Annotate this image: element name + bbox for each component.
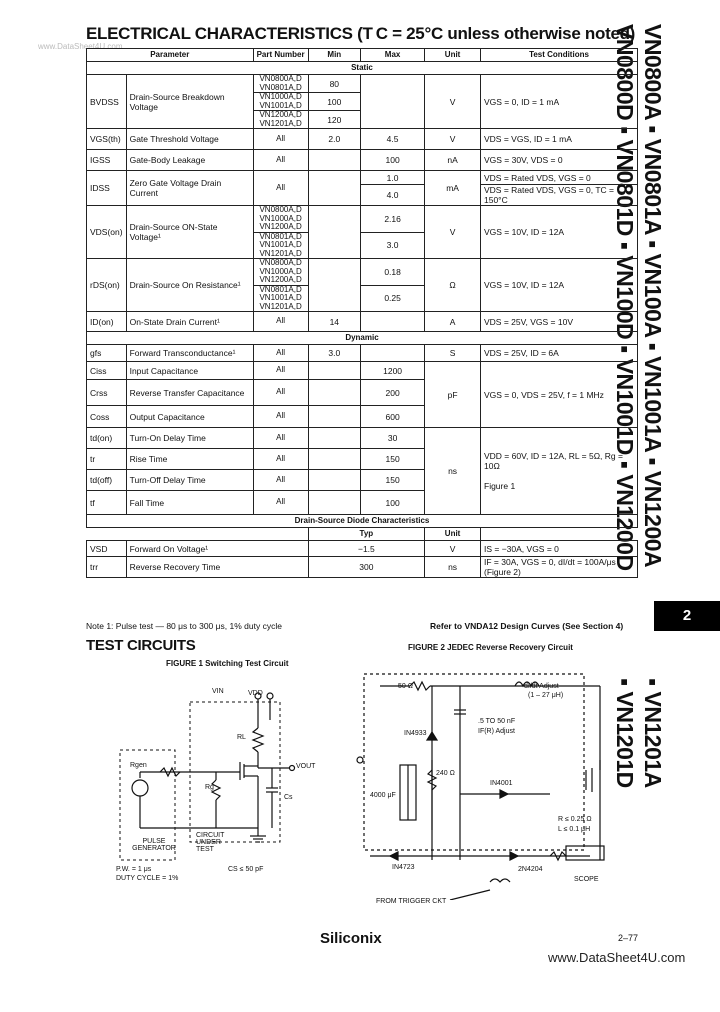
cell-sym: tr: [87, 449, 127, 470]
cell-tc: VDS = 25V, ID = 6A: [481, 345, 638, 362]
d2-label: IN4001: [490, 780, 513, 787]
table-row: [87, 428, 638, 449]
figure1-title: FIGURE 1 Switching Test Circuit: [166, 659, 289, 668]
cell-pn: VN0800A,D VN1000A,D VN1200A,D: [253, 259, 308, 286]
cell-max: 4.5: [361, 129, 425, 150]
cell-pn: VN1200A,D VN1201A,D: [253, 111, 308, 129]
cell-unit: Ω: [425, 259, 481, 312]
watermark: www.DataSheet4U.com: [38, 42, 123, 51]
cell-sym: Coss: [87, 406, 127, 428]
header-unit: Unit: [425, 49, 481, 62]
cell-pn: All: [253, 362, 308, 380]
cell-unit: V: [425, 75, 481, 129]
scr-label: 2N4204: [518, 866, 543, 873]
pulse-width: P.W. = 1 μs: [116, 866, 152, 873]
cell-param: Gate Threshold Voltage: [126, 129, 253, 150]
cell-tc: VDS = VGS, ID = 1 mA: [481, 129, 638, 150]
cell-tc: IS = −30A, VGS = 0: [481, 541, 638, 557]
cell-max: 3.0: [361, 232, 425, 259]
cell-sym: BVDSS: [87, 75, 127, 129]
cell-typ: −1.5: [308, 541, 425, 557]
cell-tc: VGS = 10V, ID = 12A: [481, 206, 638, 259]
cell-param: Drain-Source Breakdown Voltage: [126, 75, 253, 129]
cell-max: 100: [361, 491, 425, 515]
cell-pn: All: [253, 150, 308, 171]
cell-sym: ID(on): [87, 312, 127, 332]
section-diode: Drain-Source Diode Characteristics: [87, 515, 638, 528]
cell-unit-header: Unit: [425, 528, 481, 541]
table-header-row: [87, 49, 638, 62]
cell-max: 100: [361, 150, 425, 171]
l-shunt: L ≤ 0.1 μH: [558, 826, 591, 833]
table-row: [87, 557, 638, 578]
cell-unit: S: [425, 345, 481, 362]
design-curves-note: Refer to VNDA12 Design Curves (See Section 4): [430, 621, 624, 631]
cell-min: [308, 171, 360, 206]
cell-tc: VGS = 10V, ID = 12A: [481, 259, 638, 312]
cell-max: 0.25: [361, 285, 425, 312]
cell-pn: All: [253, 470, 308, 491]
cell-pn: VN1000A,D VN1001A,D: [253, 93, 308, 111]
footnote: Note 1: Pulse test — 80 μs to 300 μs, 1% duty cycle: [86, 621, 282, 631]
cell-param: Drain-Source On Resistance¹: [126, 259, 253, 312]
cell-pn: All: [253, 491, 308, 515]
cell-min: [308, 206, 360, 259]
table-row: [87, 541, 638, 557]
vin-label: VIN: [212, 688, 224, 695]
cell-max: 1.0: [361, 171, 425, 185]
cell-min: [308, 150, 360, 171]
cell-pn: All: [253, 312, 308, 332]
didt-range: (1 – 27 μH): [528, 692, 564, 699]
cell-pn: All: [253, 171, 308, 206]
cell-unit: mA: [425, 171, 481, 206]
header-part-number: Part Number: [253, 49, 308, 62]
table-row: [87, 206, 638, 233]
d3-label: IN4723: [392, 864, 415, 871]
cell-min: 2.0: [308, 129, 360, 150]
cell-tc: VDS = 25V, VGS = 10V: [481, 312, 638, 332]
cell-param: Input Capacitance: [126, 362, 253, 380]
cell-min: [308, 406, 360, 428]
cell-pn: VN0800A,D VN0801A,D: [253, 75, 308, 93]
r50-label: 50 Ω: [398, 683, 413, 690]
cell-pn: All: [253, 380, 308, 406]
cell-sym: trr: [87, 557, 127, 578]
cell-tc: VDD = 60V, ID = 12A, RL = 5Ω, Rg = 10Ω Figure 1: [481, 428, 638, 515]
figure2-title: FIGURE 2 JEDEC Reverse Recovery Circuit: [408, 643, 573, 652]
side-part-numbers-b: VN0800D ▪ VN0801D ▪ VN100D ▪ VN1001D ▪ VN1200D: [612, 24, 638, 571]
cell-max: 200: [361, 380, 425, 406]
side-part-numbers-a: VN0800A ▪ VN0801A ▪ VN100A ▪ VN1001A ▪ VN1200A: [640, 24, 666, 568]
cell-param: Forward On Voltage¹: [126, 541, 308, 557]
side-part-numbers-2a: ▪ VN1201A: [640, 678, 666, 788]
cell-min: 14: [308, 312, 360, 332]
vdd-label: VDD: [248, 690, 263, 697]
table-row: [87, 75, 638, 93]
cell-min: [308, 259, 360, 312]
table-row: [87, 150, 638, 171]
pulse-generator-label: PULSE GENERATOR: [132, 838, 176, 852]
cell-min: 80: [308, 75, 360, 93]
cell-sym: Crss: [87, 380, 127, 406]
cap-adjust: .5 TO 50 nF: [478, 718, 516, 725]
duty-cycle: DUTY CYCLE = 1%: [116, 875, 179, 882]
cell-unit: A: [425, 312, 481, 332]
cell-sym: VGS(th): [87, 129, 127, 150]
cell-min: [308, 491, 360, 515]
cell-param: Forward Transconductance¹: [126, 345, 253, 362]
cell-min: [308, 470, 360, 491]
scope-label: SCOPE: [574, 876, 599, 883]
cell-min: 3.0: [308, 345, 360, 362]
cell-sym: VSD: [87, 541, 127, 557]
cell-pn: All: [253, 129, 308, 150]
cell-unit: nA: [425, 150, 481, 171]
d1-label: IN4933: [404, 730, 427, 737]
cell-max: [361, 75, 425, 129]
cell-tc: IF = 30A, VGS = 0, dI/dt = 100A/μs (Figure 2): [481, 557, 638, 578]
cell-max: [361, 345, 425, 362]
cell-min: 100: [308, 93, 360, 111]
cell-sym: Ciss: [87, 362, 127, 380]
cell-max: 1200: [361, 362, 425, 380]
cs-note: CS ≤ 50 pF: [228, 866, 264, 873]
cell-tc: VDS = Rated VDS, VGS = 0: [481, 171, 638, 185]
table-row: [87, 259, 638, 286]
cell-param: Turn-Off Delay Time: [126, 470, 253, 491]
side-part-numbers-2b: ▪ VN1201D: [612, 678, 638, 788]
cell-param: On-State Drain Current¹: [126, 312, 253, 332]
cell-min: [308, 449, 360, 470]
r-shunt: R ≤ 0.25 Ω: [558, 816, 592, 823]
cell-unit: V: [425, 206, 481, 259]
cell-unit: ns: [425, 557, 481, 578]
cell-blank: [481, 528, 638, 541]
c4000-label: 4000 μF: [370, 792, 396, 799]
vout-label: VOUT: [296, 763, 316, 770]
cell-max: 30: [361, 428, 425, 449]
electrical-characteristics-table: [86, 48, 638, 578]
cell-unit: V: [425, 129, 481, 150]
cell-min: [308, 380, 360, 406]
side-part-numbers: [612, 24, 666, 571]
header-test-conditions: Test Conditions: [481, 49, 638, 62]
table-row: [87, 129, 638, 150]
cell-max: 0.18: [361, 259, 425, 286]
cell-pn: VN0801A,D VN1001A,D VN1201A,D: [253, 285, 308, 312]
cell-typ-header: Typ: [308, 528, 425, 541]
cell-unit: ns: [425, 428, 481, 515]
table-row: [87, 528, 638, 541]
header-min: Min: [308, 49, 360, 62]
side-part-numbers-2: [612, 678, 666, 818]
cell-param: Rise Time: [126, 449, 253, 470]
cell-param: Fall Time: [126, 491, 253, 515]
cell-max: 150: [361, 470, 425, 491]
footer-url: www.DataSheet4U.com: [548, 950, 686, 965]
if-adjust: IF(R) Adjust: [478, 728, 515, 735]
cell-pn: All: [253, 406, 308, 428]
cell-param: Reverse Transfer Capacitance: [126, 380, 253, 406]
test-circuits-heading: TEST CIRCUITS: [86, 637, 196, 654]
trigger-label: FROM TRIGGER CKT: [376, 898, 447, 905]
table-row: [87, 345, 638, 362]
section-dynamic: Dynamic: [87, 332, 638, 345]
cell-unit: V: [425, 541, 481, 557]
cell-pn: All: [253, 449, 308, 470]
cell-tc: VDS = Rated VDS, VGS = 0, TC = 150°C: [481, 185, 638, 206]
cell-pn: All: [253, 428, 308, 449]
header-max: Max: [361, 49, 425, 62]
cs-label: Cs: [284, 794, 293, 801]
cell-sym: VDS(on): [87, 206, 127, 259]
cell-max: 150: [361, 449, 425, 470]
cell-sym: td(on): [87, 428, 127, 449]
cell-pn: All: [253, 345, 308, 362]
table-row: [87, 171, 638, 185]
cell-param: Reverse Recovery Time: [126, 557, 308, 578]
rl-label: RL: [237, 734, 246, 741]
cell-param: Output Capacitance: [126, 406, 253, 428]
cell-max: [361, 312, 425, 332]
cell-sym: gfs: [87, 345, 127, 362]
cell-param: Gate-Body Leakage: [126, 150, 253, 171]
page-number: 2–77: [618, 933, 639, 943]
cell-param: Drain-Source ON-State Voltage¹: [126, 206, 253, 259]
cell-max: 2.16: [361, 206, 425, 233]
cell-min: [308, 362, 360, 380]
rg-label: Rg: [205, 784, 214, 791]
cell-pn: VN0800A,D VN1000A,D VN1200A,D: [253, 206, 308, 233]
cell-tc: VGS = 0, VDS = 25V, f = 1 MHz: [481, 362, 638, 428]
cell-max: 600: [361, 406, 425, 428]
page-title: ELECTRICAL CHARACTERISTICS (T C = 25°C unless otherwise noted): [86, 24, 636, 43]
section-tab: 2: [654, 601, 720, 631]
cell-unit: pF: [425, 362, 481, 428]
cell-sym: tf: [87, 491, 127, 515]
didt-label: dI/dt Adjust: [524, 683, 559, 690]
cell-sym: rDS(on): [87, 259, 127, 312]
cell-param: Zero Gate Voltage Drain Current: [126, 171, 253, 206]
section-static: Static: [87, 62, 638, 75]
cell-min: [308, 428, 360, 449]
cell-param: Turn-On Delay Time: [126, 428, 253, 449]
cell-sym: IGSS: [87, 150, 127, 171]
table-row: [87, 362, 638, 380]
rgen-label: Rgen: [130, 762, 147, 769]
header-parameter: Parameter: [87, 49, 254, 62]
cell-max: 4.0: [361, 185, 425, 206]
cell-pn: VN0801A,D VN1001A,D VN1201A,D: [253, 232, 308, 259]
cut-label: CIRCUIT UNDER TEST: [196, 832, 225, 853]
cell-tc: VGS = 30V, VDS = 0: [481, 150, 638, 171]
cell-sym: td(off): [87, 470, 127, 491]
cell-sym: IDSS: [87, 171, 127, 206]
cell-min: 120: [308, 111, 360, 129]
cell-blank: [87, 528, 309, 541]
cell-tc: VGS = 0, ID = 1 mA: [481, 75, 638, 129]
table-row: [87, 312, 638, 332]
cell-typ: 300: [308, 557, 425, 578]
footer-brand: Siliconix: [320, 930, 382, 947]
r240-label: 240 Ω: [436, 770, 455, 777]
